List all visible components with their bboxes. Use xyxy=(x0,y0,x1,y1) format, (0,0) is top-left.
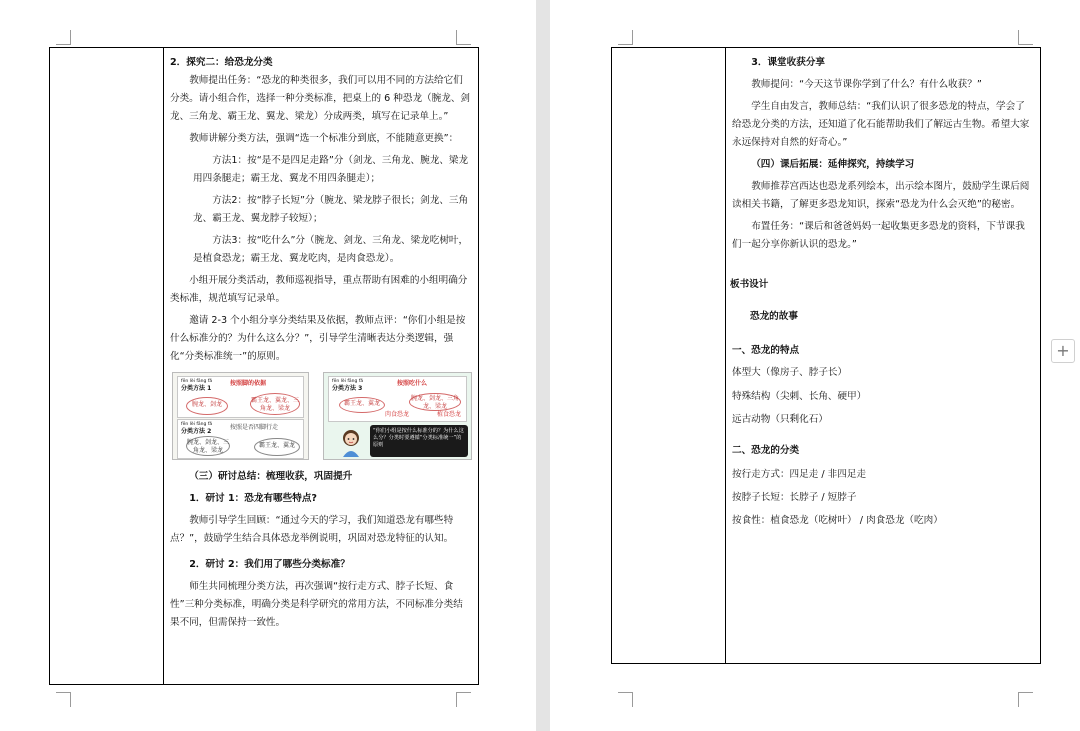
crop-mark xyxy=(56,30,71,45)
group-text: 霸王龙、翼龙 xyxy=(343,400,380,407)
board-line: 特殊结构（尖刺、长角、硬甲） xyxy=(732,391,867,402)
board-heading: 二、恐龙的分类 xyxy=(732,445,800,456)
group-caption: 肉食恐龙 xyxy=(385,411,410,418)
method-item: 方法3：按“吃什么”分（腕龙、剑龙、三角龙、梁龙吃树叶，是植食恐龙；霸王龙、翼龙吃肉，是肉食恐龙）。 xyxy=(193,235,469,264)
paragraph: 小组开展分类活动，教师巡视指导，重点帮助有困难的小组明确分类标准，规范填写记录单。 xyxy=(170,275,468,304)
crop-mark xyxy=(456,692,471,707)
board-line: 体型大（像房子、脖子长） xyxy=(732,367,848,378)
crop-mark xyxy=(618,30,633,45)
board-subtitle: 恐龙的故事 xyxy=(750,311,798,322)
lesson-table xyxy=(611,47,1041,664)
paragraph: 教师讲解分类方法，强调“选一个标准分到底，不能随意更换”： xyxy=(189,133,459,144)
section-title: 2．探究二：给恐龙分类 xyxy=(170,57,273,68)
crop-mark xyxy=(456,30,471,45)
board-heading: 一、恐龙的特点 xyxy=(732,345,800,356)
group-oval xyxy=(339,397,385,413)
group-caption: 植食恐龙 xyxy=(437,411,462,418)
slide-row xyxy=(328,376,467,422)
section-title: （四）课后拓展：延伸探究，持续学习 xyxy=(751,159,915,170)
board-line: 远古动物（只剩化石） xyxy=(732,414,828,425)
board-line: 按脖子长短：长脖子 / 短脖子 xyxy=(732,492,857,503)
group-oval xyxy=(254,438,300,456)
method-item: 方法1：按“是不是四足走路”分（剑龙、三角龙、腕龙、梁龙用四条腿走；霸王龙、翼龙不用四条腿走）； xyxy=(193,155,469,184)
page-1 xyxy=(0,0,536,731)
slide-row xyxy=(177,376,304,418)
speech-bubble xyxy=(370,425,468,457)
board-line: 按食性：植食恐龙（吃树叶） / 肉食恐龙（吃肉） xyxy=(732,515,943,526)
group-oval xyxy=(186,436,230,456)
method-label: 分类方法 3 xyxy=(332,385,363,392)
crop-mark xyxy=(1018,692,1033,707)
page-2 xyxy=(550,0,1080,731)
slide-row xyxy=(177,419,304,459)
method-label: 分类方法 2 xyxy=(181,428,212,435)
classification-slide-2 xyxy=(323,372,472,460)
classification-figures xyxy=(172,372,472,460)
classification-slide-1 xyxy=(172,372,309,460)
method-label: 分类方法 1 xyxy=(181,385,212,392)
paragraph: 教师引导学生回顾：“通过今天的学习，我们知道恐龙有哪些特点？”，鼓励学生结合具体恐龙举例说明，巩固对恐龙特征的认知。 xyxy=(170,515,454,544)
group-text: 霸王龙、翼龙、三角龙、梁龙 xyxy=(251,397,300,412)
paragraph: 师生共同梳理分类方法，再次强调“按行走方式、脖子长短、食性”三种分类标准，明确分类是科学研究的常用方法，不同标准分类结果不同，但需保持一致性。 xyxy=(170,581,463,628)
method-item: 方法2：按“脖子长短”分（腕龙、梁龙脖子很长；剑龙、三角龙、霸王龙、翼龙脖子较短）； xyxy=(193,195,469,224)
paragraph: 布置任务：“课后和爸爸妈妈一起收集更多恐龙的资料，下节课我们一起分享你新认识的恐龙。” xyxy=(732,221,1025,250)
crop-mark xyxy=(618,692,633,707)
crop-mark xyxy=(1018,30,1033,45)
group-text: 腕龙、剑龙、三角龙、梁龙 xyxy=(410,395,459,410)
page-gap xyxy=(536,0,550,731)
section-title: （三）研讨总结：梳理收获，巩固提升 xyxy=(189,471,353,482)
pinyin-label: fēn lèi fāng fǎ xyxy=(181,379,213,384)
table-left-column xyxy=(50,48,164,684)
group-oval xyxy=(409,393,461,411)
group-oval xyxy=(186,397,228,415)
group-text: 腕龙、剑龙、三角龙、梁龙 xyxy=(187,439,230,454)
crop-mark xyxy=(56,692,71,707)
board-title: 板书设计 xyxy=(730,279,769,290)
board-line: 按行走方式：四足走 / 非四足走 xyxy=(732,469,867,480)
paragraph: 学生自由发言，教师总结：“我们认识了很多恐龙的特点，学会了给恐龙分类的方法，还知道了化石能帮助我们了解远古生物。希望大家永远保持对自然的好奇心。” xyxy=(732,101,1030,148)
section-title: 3．课堂收获分享 xyxy=(751,57,826,68)
method-title: 按照脚的依据 xyxy=(230,380,267,387)
paragraph: 教师提问：“今天这节课你学到了什么？有什么收获？” xyxy=(751,79,982,90)
group-oval xyxy=(250,393,300,415)
lesson-table xyxy=(49,47,479,685)
add-button[interactable]: + xyxy=(1051,339,1075,363)
paragraph: 教师推荐宫西达也恐龙系列绘本，出示绘本图片，鼓励学生课后阅读相关书籍，了解更多恐龙知识，探索“恐龙为什么会灭绝”的秘密。 xyxy=(732,181,1030,210)
pinyin-label: fēn lèi fāng fǎ xyxy=(181,422,213,427)
bubble-text: “你们小组是按什么标准分的？为什么这么分？分类时要遵循“分类标准统一”的原则 xyxy=(373,428,464,448)
method-title: 按照是否四脚行走 xyxy=(230,424,279,431)
table-right-column xyxy=(164,48,478,684)
teacher-cartoon-icon xyxy=(338,429,364,457)
pinyin-label: fēn lèi fāng fǎ xyxy=(332,379,364,384)
subsection-title: 2．研讨 2：我们用了哪些分类标准？ xyxy=(189,559,350,570)
method-title: 按照吃什么 xyxy=(397,380,428,387)
subsection-title: 1．研讨 1：恐龙有哪些特点? xyxy=(189,493,317,504)
group-text: 腕龙、剑龙 xyxy=(191,401,222,408)
paragraph: 邀请 2-3 个小组分享分类结果及依据，教师点评：“你们小组是按什么标准分的？为什么这么分？”，引导学生清晰表达分类逻辑，强化“分类标准统一”的原则。 xyxy=(170,315,466,362)
group-text: 霸王龙、翼龙 xyxy=(258,442,295,449)
paragraph: 教师提出任务：“恐龙的种类很多，我们可以用不同的方法给它们分类。请小组合作，选择一种分类标准，把桌上的 6 种恐龙（腕龙、剑龙、三角龙、霸王龙、翼龙、梁龙）分成两类，填写在记录单上。” xyxy=(170,75,471,122)
table-left-column xyxy=(612,48,726,663)
